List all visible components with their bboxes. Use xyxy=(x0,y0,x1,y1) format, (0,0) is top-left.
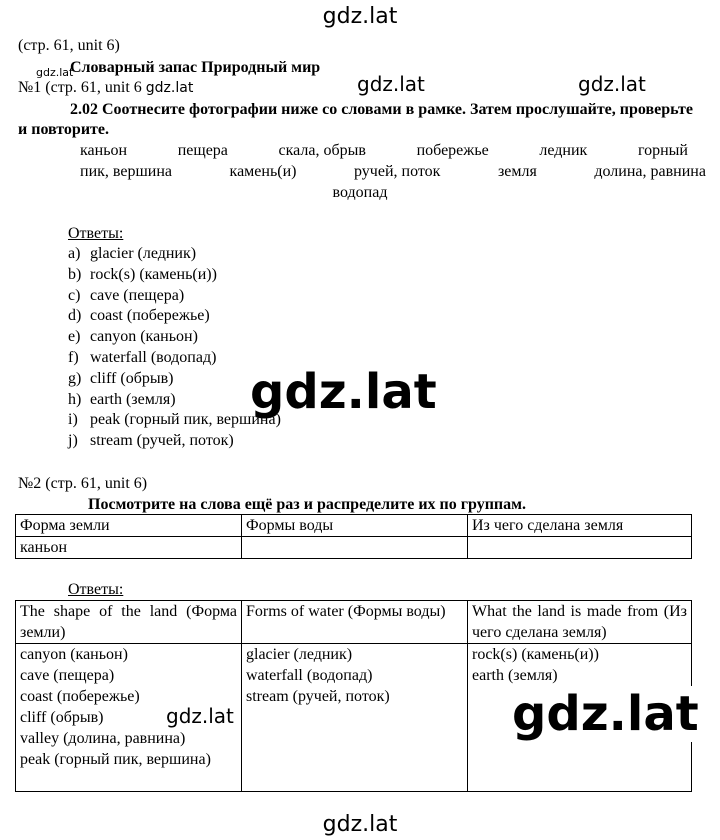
task2-instruction: Посмотрите на слова ещё раз и распределите их по группам. xyxy=(88,496,527,513)
watermark-bottom: gdz.lat xyxy=(322,812,398,837)
table-row xyxy=(16,515,692,537)
word-item: камень(и) xyxy=(229,163,297,180)
word-item: ледник xyxy=(539,142,588,159)
watermark-table-mid: gdz.lat xyxy=(166,704,234,728)
watermark-header-right: gdz.lat xyxy=(578,72,646,96)
list-item: d) coast (побережье) xyxy=(68,307,210,325)
table-cell: каньон xyxy=(16,537,242,559)
word-item: скала, обрыв xyxy=(278,142,366,159)
page-title: Словарный запас Природный мир xyxy=(70,59,321,76)
list-item: valley (долина, равнина) xyxy=(20,730,186,747)
word-item: пещера xyxy=(177,142,228,159)
table-header-cell: What the land is made from (Из чего сделана земля) xyxy=(468,601,692,644)
word-box-row-1 xyxy=(80,140,688,161)
list-item: cave (пещера) xyxy=(20,667,115,684)
list-item: a) glacier (ледник) xyxy=(68,245,197,262)
table-header-cell: The shape of the land (Форма земли) xyxy=(16,601,242,644)
grouping-table xyxy=(15,514,692,559)
task1-answers-list xyxy=(68,244,281,452)
list-item: i) peak (горный пик, вершина) xyxy=(68,411,281,429)
list-item: waterfall (водопад) xyxy=(246,667,373,684)
table-cell xyxy=(468,537,692,559)
list-item: stream (ручей, поток) xyxy=(246,688,390,705)
table-header-cell: Формы воды xyxy=(242,515,468,537)
word-item: пик, вершина xyxy=(80,163,173,180)
list-item: b) rock(s) (камень(и)) xyxy=(68,265,217,283)
table-row xyxy=(16,537,692,559)
list-item: canyon (каньон) xyxy=(20,646,128,663)
table-row xyxy=(16,601,692,644)
word-item: водопад xyxy=(332,184,388,201)
table-cell xyxy=(242,537,468,559)
task1-answers-label: Ответы: xyxy=(68,225,124,242)
watermark-inline: gdz.lat xyxy=(145,80,194,96)
word-item: земля xyxy=(497,163,537,180)
task1-number: №1 (стр. 61, unit 6 gdz.lat xyxy=(18,79,194,96)
watermark-center-big: gdz.lat xyxy=(250,364,437,420)
table-header-cell: Форма земли xyxy=(16,515,242,537)
word-item: долина, равнина xyxy=(594,163,706,180)
table-header-cell: Из чего сделана земля xyxy=(468,515,692,537)
list-item: earth (земля) xyxy=(472,667,558,684)
word-item: горный xyxy=(637,142,688,159)
list-item: e) canyon (каньон) xyxy=(68,328,198,346)
list-item: g) cliff (обрыв) xyxy=(68,369,174,387)
list-item: c) cave (пещера) xyxy=(68,286,185,304)
table-cell xyxy=(242,644,468,792)
table-header-cell: Forms of water (Формы воды) xyxy=(242,601,468,644)
watermark-small-left: gdz.lat xyxy=(36,66,74,79)
word-box-row-2 xyxy=(80,161,706,182)
task1-instruction: 2.02 Соотнесите фотографии ниже со словами в рамке. Затем прослушайте, проверьте и повторите. xyxy=(18,101,693,138)
list-item: f) waterfall (водопад) xyxy=(68,348,217,366)
watermark-table-big: gdz.lat xyxy=(508,686,703,742)
watermark-top: gdz.lat xyxy=(322,4,398,29)
task2-number: №2 (стр. 61, unit 6) xyxy=(18,475,148,492)
page-reference: (стр. 61, unit 6) xyxy=(18,37,120,54)
word-item: ручей, поток xyxy=(354,163,441,180)
list-item: peak (горный пик, вершина) xyxy=(20,751,211,768)
list-item: j) stream (ручей, поток) xyxy=(68,432,234,450)
word-item: побережье xyxy=(416,142,489,159)
word-item: каньон xyxy=(80,142,128,159)
list-item: rock(s) (камень(и)) xyxy=(472,646,599,663)
watermark-header-mid: gdz.lat xyxy=(357,72,425,96)
list-item: coast (побережье) xyxy=(20,688,140,705)
list-item: h) earth (земля) xyxy=(68,390,176,408)
list-item: cliff (обрыв) xyxy=(20,709,104,726)
list-item: glacier (ледник) xyxy=(246,646,353,663)
task2-answers-label: Ответы: xyxy=(68,581,124,598)
